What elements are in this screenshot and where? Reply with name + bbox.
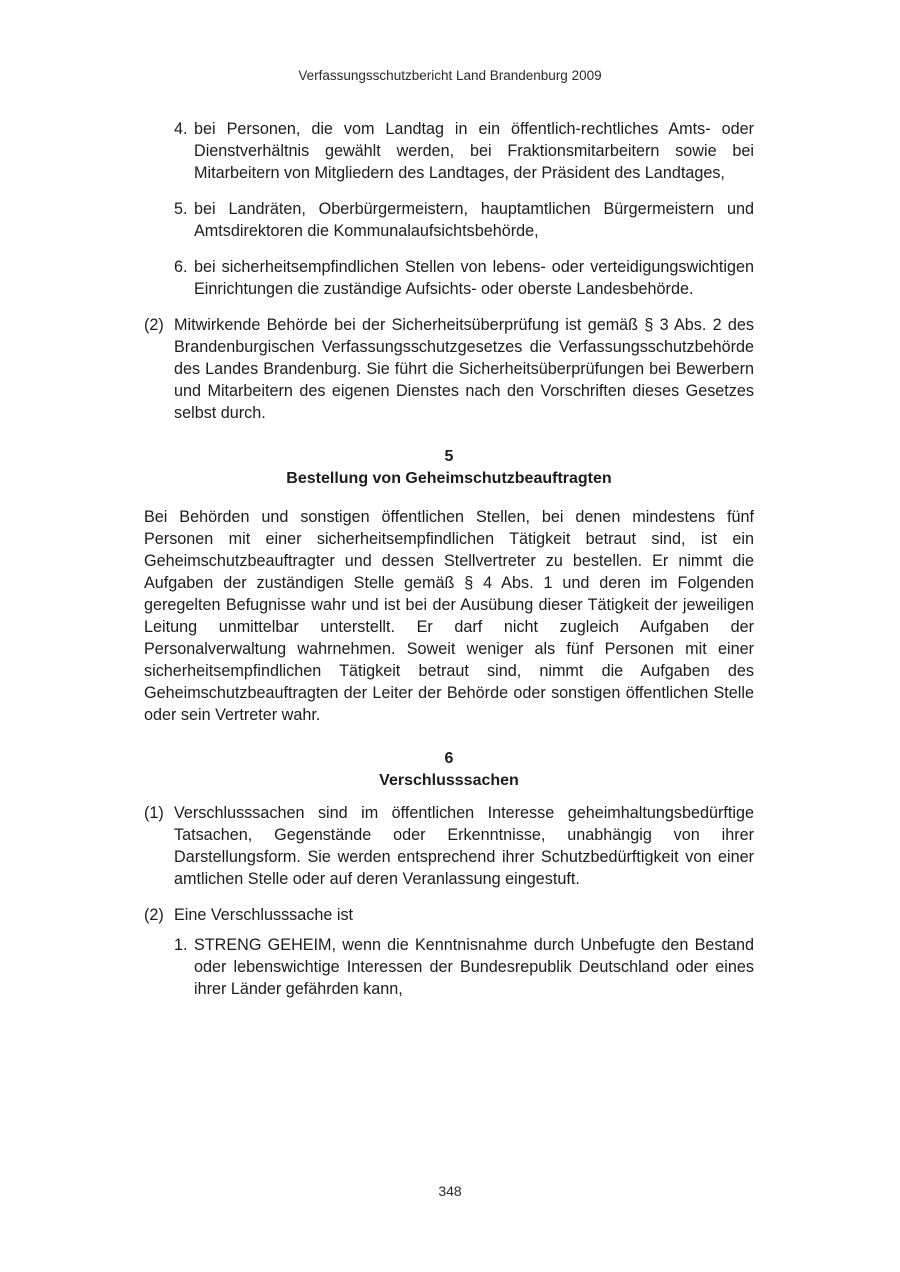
list-item-number: 6. <box>174 258 188 276</box>
page-number: 348 <box>438 1183 462 1199</box>
list-item-5 <box>174 198 754 242</box>
list-item-number: 1. <box>174 936 188 954</box>
absatz-number: (2) <box>144 906 164 924</box>
absatz-text: Eine Verschlusssache ist <box>174 906 354 924</box>
section-6-list-item-1 <box>174 934 754 1000</box>
section-5-body: Bei Behörden und sonstigen öffentlichen Stellen, bei denen mindestens fünf Personen mit einer sicherheitsempfindlichen Tätigkeit betraut sind, ist ein Geheimschutzbeauftragter und dessen Stellvertreter zu bestellen. Er nimmt die Aufgaben der zuständigen Stelle gemäß § 4 Abs. 1 und deren im Folgenden geregelten Befugnisse wahr und ist bei der Ausübung dieser Tätigkeit der jeweiligen Leitung unmittelbar unterstellt. Er darf nicht zugleich Aufgaben der Personalverwaltung wahrnehmen. Soweit weniger als fünf Personen mit einer sicherheitsempfindlichen Tätigkeit betraut sind, nimmt die Aufgaben des Geheimschutzbeauftragten der Leiter der Behörde oder sonstigen öffentlichen Stelle oder sein Vertreter wahr. <box>144 508 754 724</box>
absatz-text: Verschlusssachen sind im öffentlichen Interesse geheimhaltungsbedürftige Tatsachen, Gegenstände oder Erkenntnisse, unabhängig von ihrer Darstellungsform. Sie werden entsprechend ihrer Schutzbedürftigkeit von einer amtlichen Stelle oder auf deren Veranlassung eingestuft. <box>174 804 754 888</box>
absatz-number: (1) <box>144 804 164 822</box>
section-6-absatz-2 <box>144 904 754 926</box>
running-header: Verfassungsschutzbericht Land Brandenburg 2009 <box>298 68 602 83</box>
section-6-title: Verschlusssachen <box>379 772 519 789</box>
list-item-text: bei sicherheitsempfindlichen Stellen von lebens- oder verteidigungswichtigen Einrichtungen die zuständige Aufsichts- oder oberste Landesbehörde. <box>194 258 754 298</box>
list-item-text: bei Personen, die vom Landtag in ein öffentlich-rechtliches Amts- oder Dienstverhältnis gewählt werden, bei Fraktionsmitarbeitern sowie bei Mitarbeitern von Mitgliedern des Landtages, der Präsident des Landtages, <box>194 120 754 182</box>
absatz-text: Mitwirkende Behörde bei der Sicherheitsüberprüfung ist gemäß § 3 Abs. 2 des Brandenburgischen Verfassungsschutzgesetzes die Verfassungsschutzbehörde des Landes Brandenburg. Sie führt die Sicherheitsüberprüfungen bei Bewerbern und Mitarbeitern des eigenen Dienstes nach den Vorschriften dieses Gesetzes selbst durch. <box>174 316 754 422</box>
list-item-number: 4. <box>174 120 188 138</box>
list-item-text: STRENG GEHEIM, wenn die Kenntnisnahme durch Unbefugte den Bestand oder lebenswichtige Interessen der Bundesrepublik Deutschland oder eines ihrer Länder gefährden kann, <box>194 936 754 998</box>
list-item-4 <box>174 118 754 184</box>
section-6-absatz-1 <box>144 802 754 890</box>
absatz-number: (2) <box>144 316 164 334</box>
section-6-number: 6 <box>444 750 454 767</box>
paragraph-absatz-2 <box>144 314 754 424</box>
list-item-number: 5. <box>174 200 188 218</box>
section-5-number: 5 <box>444 448 454 465</box>
list-item-text: bei Landräten, Oberbürgermeistern, hauptamtlichen Bürgermeistern und Amtsdirektoren die Kommunalaufsichtsbehörde, <box>194 200 754 240</box>
section-5-title: Bestellung von Geheimschutzbeauftragten <box>286 470 612 487</box>
list-item-6 <box>174 256 754 300</box>
page-content <box>0 118 900 1014</box>
